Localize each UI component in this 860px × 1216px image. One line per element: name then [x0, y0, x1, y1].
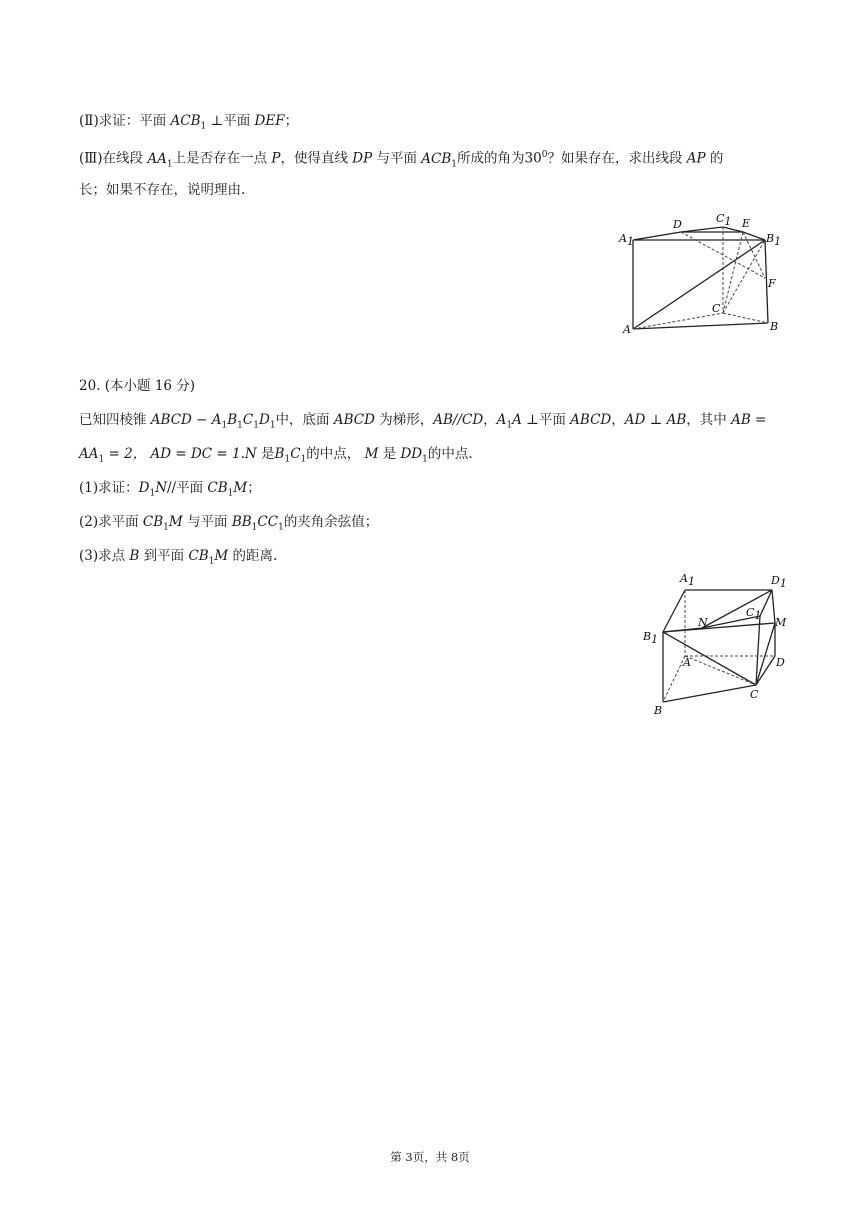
label-C: C	[750, 688, 759, 701]
label-N: N	[698, 616, 708, 629]
edge-A1-D	[633, 232, 681, 240]
label-B1: B1	[766, 232, 782, 248]
edge-D-C1	[681, 227, 723, 232]
label-M: M	[775, 616, 787, 629]
label-D: D	[673, 218, 682, 231]
label-E: E	[742, 217, 751, 230]
label-A: A	[683, 656, 691, 669]
edge-A-B	[633, 323, 768, 329]
edge-C-D	[756, 656, 775, 685]
problem20-q2: (2)求平面 $CB_1M$ 与平面 $BB_1CC_1$的夹角余弦值；	[79, 514, 379, 533]
edge-C-B	[723, 313, 768, 323]
problem19-part3: (Ⅲ)在线段 $AA_1$上是否存在一点 P，使得直线 DP 与平面 $ACB_1$所成的角为$30^0$？如果存在，求出线段 AP 的	[79, 150, 724, 170]
edge-A1-B1	[663, 590, 685, 632]
edge-A-C	[685, 656, 756, 685]
edge-D1-N	[702, 590, 772, 628]
edge-C-B1	[723, 240, 765, 313]
problem20-q1: (1)求证：$D_1N//$平面 $CB_1M$；	[79, 480, 261, 499]
label-D1: D1	[771, 574, 787, 590]
label-C1: C1	[716, 212, 732, 228]
figure-prism	[615, 208, 785, 338]
figure-frustum	[640, 568, 800, 720]
problem20-q3: (3)求点 B 到平面 $CB_1M$ 的距离.	[79, 548, 278, 567]
label-C1: C1	[746, 606, 762, 622]
problem20-stem-line2: $AA_1 = 2$， AD = DC = 1.N 是$B_1C_1$的中点， M 是 $DD_1$的中点.	[79, 446, 473, 465]
edge-B1-C	[663, 632, 756, 685]
label-B: B	[654, 704, 663, 717]
problem19-part2: (Ⅱ)求证：平面 $ACB_1$ ⊥平面 DEF；	[79, 113, 299, 132]
label-A: A	[623, 323, 631, 336]
label-C: C	[712, 302, 721, 315]
problem20-header: 20. (本小题 16 分)	[79, 378, 196, 394]
edge-A-B1	[633, 240, 765, 329]
label-A1: A1	[619, 232, 634, 248]
label-B1: B1	[643, 630, 659, 646]
page-footer: 第 3页，共 8页	[390, 1150, 470, 1164]
problem20-stem-line1: 已知四棱锥 ABCD − $A_1B_1C_1D_1$中，底面 ABCD 为梯形，AB//CD，$A_1A$ ⊥平面 ABCD，AD ⊥ AB，其中 AB =	[79, 412, 767, 431]
edge-A-B	[663, 656, 685, 702]
label-D: D	[776, 656, 785, 669]
problem19-part3-cont: 长；如果不存在，说明理由.	[79, 182, 246, 198]
label-B: B	[770, 320, 779, 333]
edge-C-E	[723, 232, 743, 313]
label-A1: A1	[680, 572, 695, 588]
edge-B-C	[663, 685, 756, 702]
label-F: F	[768, 277, 776, 290]
